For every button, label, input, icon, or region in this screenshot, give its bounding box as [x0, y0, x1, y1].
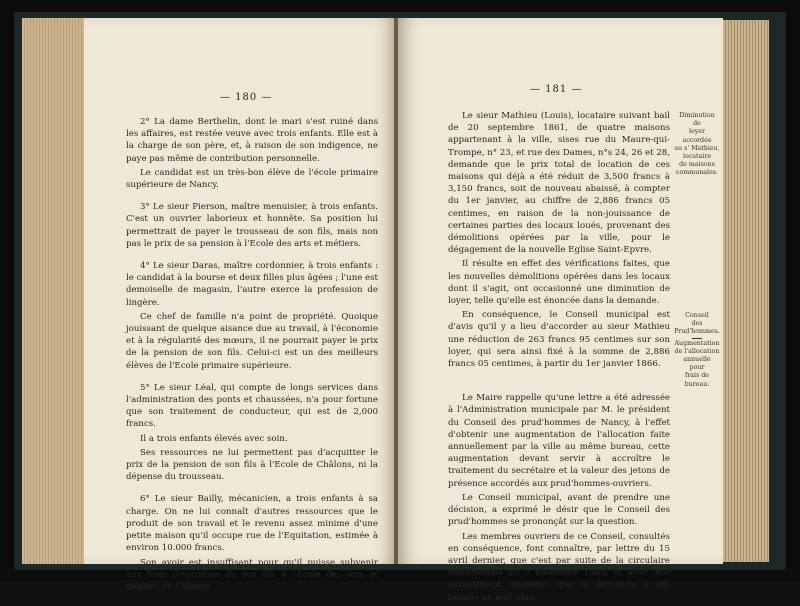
note-line: au s' Mathieu,	[674, 144, 720, 152]
note-line: Diminution	[679, 112, 715, 119]
note-line: Conseil	[685, 312, 709, 319]
note-divider	[692, 338, 702, 339]
note-line: de maisons	[679, 161, 715, 169]
note-line: de l'allocation	[674, 347, 720, 355]
paragraph: Le candidat est un très-bon élève de l'école primaire supérieure de Nancy.	[126, 167, 378, 191]
note-line: Prud'hommes.	[674, 328, 720, 336]
margin-note-prudhommes	[674, 312, 720, 389]
paragraph: 6° Le sieur Bailly, mécanicien, a trois enfants à sa charge. On ne lui connaît d'autres ressources que le produit de son travail et le revenu assez minime d'une petite maison qu'il occupe rue de l'Equitation, estimée à environ 10.000 francs.	[126, 494, 378, 554]
paragraph: Ses ressources ne lui permettent pas d'acquitter le prix de la pension de son fils à l'Ecole de Châlons, ni la dépense du trousseau.	[126, 447, 378, 483]
note-line: pour	[689, 364, 705, 372]
paragraph: Ce chef de famille n'a point de propriété. Quoique jouissant de quelque aisance due au travail, à l'économie et à la régularité des mœurs, il ne pourrait payer le prix de la pension de son fils. Celui-ci est un des meilleurs élèves de l'Ecole primaire supérieure.	[126, 311, 378, 371]
left-page-number: — 180 —	[220, 92, 273, 103]
right-page-text	[448, 110, 670, 606]
note-line: Augmentation	[674, 339, 720, 347]
paragraph: En conséquence, le Conseil municipal est d'avis qu'il y a lieu d'accorder au sieur Mathieu une réduction de 263 francs 95 centimes sur son loyer, qui sera ainsi fixé à la somme de 2,886 francs 05 centimes, à partir du 1er janvier 1866.	[448, 310, 670, 370]
note-line: communales.	[675, 169, 719, 177]
paragraph: 4° Le sieur Daras, maître cordonnier, à trois enfants : le candidat à la bourse et deux filles plus âgées ; l'une est demoiselle de magasin, l'autre exerce la profession de lingère.	[126, 261, 378, 308]
note-line: de	[693, 120, 701, 128]
paragraph: Les membres ouvriers de ce Conseil, consultés en conséquence, font connaître, par lettre du 15 avril dernier, que c'est par suite de la circulaire ministérielle du 3 novembre 1865, et avec leur assentiment unanime, que la demande a été formée en leur nom.	[448, 531, 670, 603]
paragraph: 5° Le sieur Léal, qui compte de longs services dans l'administration des ponts et chaussées, n'a pour fortune que son traitement de conducteur, qui est de 2,000 francs.	[126, 382, 378, 430]
left-page-edges	[22, 18, 84, 564]
paragraph: Le sieur Mathieu (Louis), locataire suivant bail de 20 septembre 1861, de quatre maisons appartenant à la ville, sises rue du Maure-qui-Trompe, n° 23, et rue des Dames, n°s 24, 26 et 28, demande que le prix total de location de ces maisons qui déjà a été réduit de 3,500 francs à 3,150 francs, soit de nouveau abaissé, à compter du 1er janvier, au chiffre de 2,886 francs 05 centimes, en raison de la non-jouissance de certaines parties des locaux loués, provenant des démolitions opérées par la ville, pour le dégagement de la nouvelle Eglise Saint-Epvre.	[448, 111, 670, 256]
right-page-edges	[723, 20, 769, 562]
left-page-text	[126, 116, 378, 595]
paragraph: Son avoir est insuffisant pour qu'il puisse subvenir aux frais d'entretien de son fils à l'Ecole des arts et métiers de Châlons.	[126, 557, 378, 592]
paragraph: Le Maire rappelle qu'une lettre a été adressée à l'Administration municipale par M. le président du Conseil des prud'hommes de Nancy, à l'effet d'obtenir une augmentation de l'allocation faite annuellement par la ville au même bureau, cette augmentation devant servir à accroître le traitement du secrétaire et la valeur des jetons de présence accordés aux prud'hommes-ouvriers.	[448, 393, 670, 489]
paragraph: Le Conseil municipal, avant de prendre une décision, a exprimé le désir que le Conseil des prud'hommes se prononçât sur la question.	[448, 492, 670, 528]
right-page	[398, 18, 723, 603]
right-page-number: — 181 —	[530, 84, 583, 95]
paragraph: Il a trois enfants élevés avec soin.	[140, 433, 288, 444]
paragraph: 2° La dame Berthelin, dont le mari s'est ruiné dans les affaires, est restée veuve avec trois enfants. Elle est à la charge de son père, et, à raison de son indigence, ne paye pas même de contribution personnelle.	[126, 117, 378, 164]
note-line: des	[691, 320, 703, 328]
paragraph: Il résulte en effet des vérifications faites, que les nouvelles démolitions opérées dans les locaux dont il s'agit, ont occasionné une diminution de loyer, telle qu'elle est énoncée dans la demande.	[448, 259, 670, 307]
margin-note-loyer	[674, 112, 720, 178]
left-page	[84, 18, 396, 592]
note-line: frais de bureau.	[684, 372, 710, 388]
note-line: annuelle	[683, 356, 711, 364]
note-line: loyer accordée	[682, 128, 712, 144]
note-line: locataire	[682, 153, 712, 161]
paragraph: 3° Le sieur Pierson, maître menuisier, à trois enfants. C'est un ouvrier laborieux et honnête. Sa position lui permettrait de payer le trousseau de son fils, mais non pas le prix de sa pension à l'Ecole des arts et métiers.	[126, 202, 378, 249]
